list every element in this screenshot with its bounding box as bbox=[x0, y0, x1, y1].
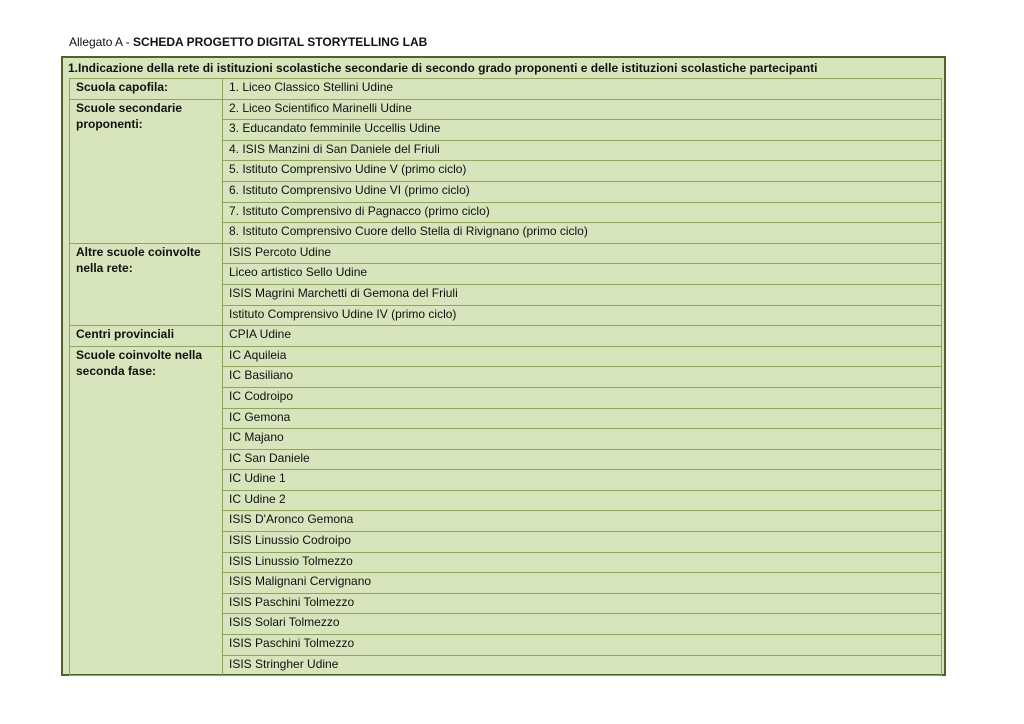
school-cell: IC Aquileia bbox=[223, 346, 942, 367]
school-cell: 5. Istituto Comprensivo Udine V (primo ciclo) bbox=[223, 161, 942, 182]
school-cell: ISIS Malignani Cervignano bbox=[223, 573, 942, 594]
school-cell: ISIS Magrini Marchetti di Gemona del Friuli bbox=[223, 284, 942, 305]
group-label-text: Scuole secondarie proponenti: bbox=[76, 100, 183, 131]
table-row bbox=[70, 346, 942, 367]
school-cell: ISIS Stringher Udine bbox=[223, 655, 942, 676]
school-cell: IC San Daniele bbox=[223, 449, 942, 470]
school-cell: 3. Educandato femminile Uccellis Udine bbox=[223, 120, 942, 141]
school-cell: CPIA Udine bbox=[223, 326, 942, 347]
school-cell: IC Basiliano bbox=[223, 367, 942, 388]
table-row bbox=[70, 243, 942, 264]
school-cell: IC Codroipo bbox=[223, 387, 942, 408]
school-cell: ISIS Linussio Tolmezzo bbox=[223, 552, 942, 573]
school-cell: 8. Istituto Comprensivo Cuore dello Stella di Rivignano (primo ciclo) bbox=[223, 223, 942, 244]
table-row bbox=[70, 79, 942, 100]
title-main: SCHEDA PROGETTO DIGITAL STORYTELLING LAB bbox=[133, 35, 428, 49]
school-cell: IC Udine 1 bbox=[223, 470, 942, 491]
group-label-text: Centri provinciali bbox=[76, 327, 175, 342]
schools-table bbox=[69, 78, 942, 676]
group-label-text: Scuole coinvolte nella seconda fase: bbox=[76, 347, 203, 378]
school-cell: Istituto Comprensivo Udine IV (primo ciclo) bbox=[223, 305, 942, 326]
group-label bbox=[70, 326, 223, 347]
school-cell: 7. Istituto Comprensivo di Pagnacco (primo ciclo) bbox=[223, 202, 942, 223]
group-label-text: Altre scuole coinvolte nella rete: bbox=[76, 244, 201, 275]
section-title: 1.Indicazione della rete di istituzioni scolastiche secondarie di secondo grado proponenti e delle istituzioni scolastiche partecipanti bbox=[68, 61, 818, 75]
school-cell: ISIS Paschini Tolmezzo bbox=[223, 593, 942, 614]
group-label bbox=[70, 346, 223, 676]
school-cell: ISIS Percoto Udine bbox=[223, 243, 942, 264]
group-label bbox=[70, 243, 223, 325]
group-label-text: Scuola capofila: bbox=[76, 80, 169, 94]
school-cell: 1. Liceo Classico Stellini Udine bbox=[223, 79, 942, 100]
school-cell: ISIS Paschini Tolmezzo bbox=[223, 635, 942, 656]
title-prefix: Allegato A - bbox=[69, 35, 134, 49]
school-cell: ISIS Solari Tolmezzo bbox=[223, 614, 942, 635]
school-cell: IC Gemona bbox=[223, 408, 942, 429]
school-cell: ISIS D'Aronco Gemona bbox=[223, 511, 942, 532]
school-cell: 4. ISIS Manzini di San Daniele del Friuli bbox=[223, 140, 942, 161]
group-label bbox=[70, 79, 223, 100]
table-row bbox=[70, 326, 942, 347]
document-title bbox=[69, 34, 427, 50]
table-row bbox=[70, 99, 942, 120]
school-cell: IC Udine 2 bbox=[223, 490, 942, 511]
school-cell: 2. Liceo Scientifico Marinelli Udine bbox=[223, 99, 942, 120]
school-cell: 6. Istituto Comprensivo Udine VI (primo ciclo) bbox=[223, 181, 942, 202]
school-cell: ISIS Linussio Codroipo bbox=[223, 532, 942, 553]
group-label bbox=[70, 99, 223, 243]
school-cell: Liceo artistico Sello Udine bbox=[223, 264, 942, 285]
project-sheet-frame bbox=[61, 56, 946, 676]
school-cell: IC Majano bbox=[223, 429, 942, 450]
